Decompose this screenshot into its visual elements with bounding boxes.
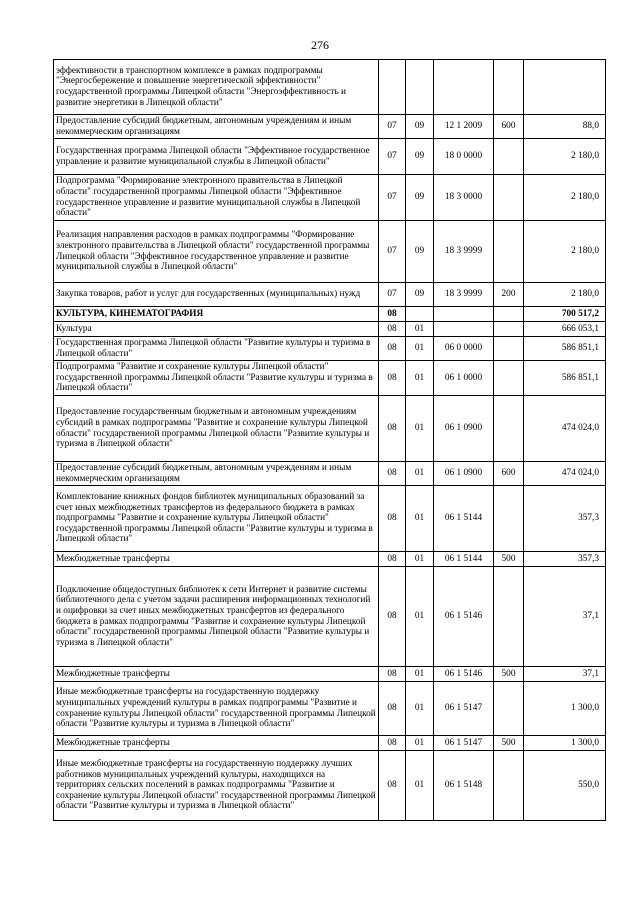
row-vr: [494, 361, 524, 396]
row-rz: 08: [379, 361, 406, 396]
row-name: Межбюджетные трансферты: [54, 736, 379, 751]
row-csr: 18 3 0000: [434, 175, 494, 221]
row-name: Межбюджетные трансферты: [54, 667, 379, 682]
row-pr: 01: [406, 552, 434, 567]
row-pr: 01: [406, 361, 434, 396]
row-sum: 550,0: [524, 751, 606, 821]
table-row: [54, 361, 606, 396]
row-pr: 01: [406, 567, 434, 667]
row-rz: 08: [379, 682, 406, 736]
row-csr: 06 1 5146: [434, 567, 494, 667]
row-name: Иные межбюджетные трансферты на государственную поддержку лучших работников муниципальных учреждений культуры, находящихся на территориях сельских поселений в рамках подпрограммы "Развитие и сохранение культуры Липецкой области" государственной программы Липецкой области "Развитие культуры и туризма в Липецкой области": [54, 751, 379, 821]
row-rz: 07: [379, 221, 406, 283]
row-pr: 01: [406, 682, 434, 736]
row-rz: 08: [379, 462, 406, 486]
row-rz: 08: [379, 751, 406, 821]
row-vr: [494, 396, 524, 462]
table-row: [54, 307, 606, 322]
row-pr: 09: [406, 115, 434, 139]
row-sum: 586 851,1: [524, 361, 606, 396]
row-vr: [494, 139, 524, 175]
table-row: [54, 60, 606, 115]
table-row: [54, 667, 606, 682]
row-rz: 08: [379, 552, 406, 567]
row-vr: 600: [494, 115, 524, 139]
row-name: Предоставление субсидий бюджетным, автономным учреждениям и иным некоммерческим организациям: [54, 115, 379, 139]
table-row: [54, 486, 606, 552]
row-pr: 09: [406, 175, 434, 221]
row-pr: [406, 307, 434, 322]
row-sum: 37,1: [524, 667, 606, 682]
row-rz: 08: [379, 396, 406, 462]
row-pr: 01: [406, 462, 434, 486]
row-name: Закупка товаров, работ и услуг для государственных (муниципальных) нужд: [54, 283, 379, 307]
row-pr: 09: [406, 283, 434, 307]
row-name: Государственная программа Липецкой области "Эффективное государственное управление и развитие муниципальной службы в Липецкой области": [54, 139, 379, 175]
row-csr: 12 1 2009: [434, 115, 494, 139]
row-csr: 06 1 0900: [434, 396, 494, 462]
row-csr: 18 3 9999: [434, 221, 494, 283]
table-row: [54, 751, 606, 821]
row-vr: 500: [494, 667, 524, 682]
table-row: [54, 552, 606, 567]
row-sum: 474 024,0: [524, 396, 606, 462]
row-pr: 01: [406, 736, 434, 751]
row-pr: 09: [406, 139, 434, 175]
table-row: [54, 462, 606, 486]
row-rz: 07: [379, 283, 406, 307]
row-pr: 01: [406, 337, 434, 361]
table-row: [54, 567, 606, 667]
row-csr: 06 1 5147: [434, 682, 494, 736]
row-csr: 06 1 0900: [434, 462, 494, 486]
row-pr: 09: [406, 221, 434, 283]
table-row: [54, 682, 606, 736]
row-rz: 08: [379, 567, 406, 667]
row-sum: 1 300,0: [524, 736, 606, 751]
row-vr: 500: [494, 736, 524, 751]
row-rz: 08: [379, 307, 406, 322]
table-row: [54, 322, 606, 337]
table-row: [54, 221, 606, 283]
row-csr: 06 1 5146: [434, 667, 494, 682]
table-row: [54, 283, 606, 307]
row-sum: 2 180,0: [524, 221, 606, 283]
row-vr: [494, 682, 524, 736]
row-sum: 2 180,0: [524, 139, 606, 175]
row-sum: 88,0: [524, 115, 606, 139]
row-vr: [494, 60, 524, 115]
row-name: Государственная программа Липецкой области "Развитие культуры и туризма в Липецкой области": [54, 337, 379, 361]
row-pr: 01: [406, 322, 434, 337]
row-sum: 586 851,1: [524, 337, 606, 361]
row-csr: 18 3 9999: [434, 283, 494, 307]
page-number: 276: [311, 38, 329, 52]
row-csr: 06 1 5148: [434, 751, 494, 821]
row-csr: 06 1 5144: [434, 552, 494, 567]
row-vr: 500: [494, 552, 524, 567]
row-vr: [494, 567, 524, 667]
row-name: Предоставление субсидий бюджетным, автономным учреждениям и иным некоммерческим организациям: [54, 462, 379, 486]
row-rz: [379, 60, 406, 115]
row-rz: 08: [379, 322, 406, 337]
table-row: [54, 337, 606, 361]
row-pr: [406, 60, 434, 115]
row-sum: 357,3: [524, 552, 606, 567]
row-sum: 2 180,0: [524, 175, 606, 221]
row-name: Межбюджетные трансферты: [54, 552, 379, 567]
row-rz: 07: [379, 139, 406, 175]
row-sum: 2 180,0: [524, 283, 606, 307]
row-rz: 07: [379, 115, 406, 139]
row-vr: [494, 307, 524, 322]
table-row: [54, 396, 606, 462]
row-csr: 18 0 0000: [434, 139, 494, 175]
row-sum: [524, 60, 606, 115]
table-row: [54, 736, 606, 751]
row-rz: 08: [379, 486, 406, 552]
row-csr: 06 1 5144: [434, 486, 494, 552]
row-vr: [494, 337, 524, 361]
row-pr: 01: [406, 396, 434, 462]
row-csr: 06 1 5147: [434, 736, 494, 751]
row-name: Подпрограмма "Формирование электронного правительства в Липецкой области" государственной программы Липецкой области "Эффективное государственное управление и развитие муниципальной службы в Липецкой области": [54, 175, 379, 221]
row-pr: 01: [406, 667, 434, 682]
table-row: [54, 175, 606, 221]
row-vr: 600: [494, 462, 524, 486]
row-name: Подключение общедоступных библиотек к сети Интернет и развитие системы библиотечного дела с учетом задачи расширения информационных технологий и оцифровки за счет иных межбюджетных трансфертов из федерального бюджета в рамках подпрограммы "Развитие и сохранение культуры Липецкой области" государственной программы Липецкой области "Развитие культуры и туризма в Липецкой области": [54, 567, 379, 667]
row-sum: 1 300,0: [524, 682, 606, 736]
row-vr: [494, 322, 524, 337]
row-name: Подпрограмма "Развитие и сохранение культуры Липецкой области" государственной программы Липецкой области "Развитие культуры и туризма в Липецкой области": [54, 361, 379, 396]
row-name: Комплектование книжных фондов библиотек муниципальных образований за счет иных межбюджетных трансфертов из федерального бюджета в рамках подпрограммы "Развитие и сохранение культуры Липецкой области" государственной программы Липецкой области "Развитие культуры и туризма в Липецкой области": [54, 486, 379, 552]
row-rz: 08: [379, 667, 406, 682]
row-vr: 200: [494, 283, 524, 307]
row-rz: 08: [379, 736, 406, 751]
row-sum: 700 517,2: [524, 307, 606, 322]
table-row: [54, 115, 606, 139]
row-csr: 06 1 0000: [434, 361, 494, 396]
budget-table-body: [54, 60, 606, 821]
row-csr: 06 0 0000: [434, 337, 494, 361]
row-vr: [494, 486, 524, 552]
row-sum: 474 024,0: [524, 462, 606, 486]
budget-table: [53, 59, 606, 821]
row-sum: 357,3: [524, 486, 606, 552]
row-vr: [494, 175, 524, 221]
row-csr: [434, 322, 494, 337]
row-vr: [494, 751, 524, 821]
row-pr: 01: [406, 751, 434, 821]
row-vr: [494, 221, 524, 283]
row-sum: 666 053,1: [524, 322, 606, 337]
row-name: КУЛЬТУРА, КИНЕМАТОГРАФИЯ: [54, 307, 379, 322]
row-sum: 37,1: [524, 567, 606, 667]
row-name: эффективности в транспортном комплексе в рамках подпрограммы "Энергосбережение и повышение энергетической эффективности" государственной программы Липецкой области "Энергоэффективность и развитие энергетики в Липецкой области": [54, 60, 379, 115]
row-name: Предоставление государственным бюджетным и автономным учреждениям субсидий в рамках подпрограммы "Развитие и сохранение культуры Липецкой области" государственной программы Липецкой области "Развитие культуры и туризма в Липецкой области": [54, 396, 379, 462]
row-name: Реализация направления расходов в рамках подпрограммы "Формирование электронного правительства в Липецкой области" государственной программы Липецкой области "Эффективное государственное управление и развитие муниципальной службы в Липецкой области": [54, 221, 379, 283]
row-name: Культура: [54, 322, 379, 337]
row-rz: 07: [379, 175, 406, 221]
row-name: Иные межбюджетные трансферты на государственную поддержку муниципальных учреждений культуры в рамках подпрограммы "Развитие и сохранение культуры Липецкой области" государственной программы Липецкой области "Развитие культуры и туризма в Липецкой области": [54, 682, 379, 736]
row-pr: 01: [406, 486, 434, 552]
row-rz: 08: [379, 337, 406, 361]
row-csr: [434, 307, 494, 322]
table-row: [54, 139, 606, 175]
row-csr: [434, 60, 494, 115]
